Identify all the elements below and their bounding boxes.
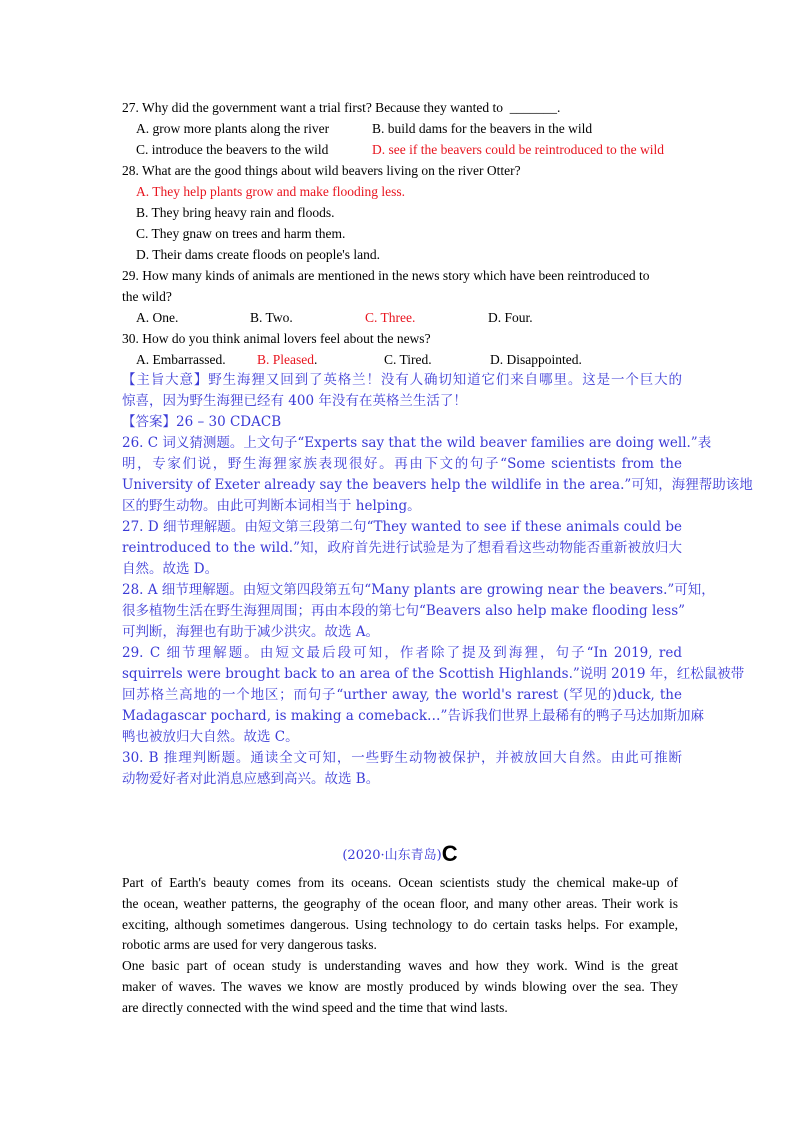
explanation-line: 区的野生动物。由此可判断本词相当于 helping。 [122,498,421,514]
explanation-line: University of Exeter already say the beavers help the wildlife in the area.”可知，海狸帮助该地 [122,477,753,493]
section-source: (2020·山东青岛) [342,848,442,863]
question-29-option-d: D. Four. [488,310,533,325]
question-28-stem: 28. What are the good things about wild beavers living on the river Otter? [122,163,521,178]
explanation-line: 【答案】26 – 30 CDACB [122,414,282,430]
explanation-line: 30. B 推理判断题。通读全文可知，一些野生动物被保护，并被放回大自然。由此可推断 [122,750,682,766]
question-30-option-a: A. Embarrassed. [136,352,226,367]
explanation-line: Madagascar pochard, is making a comeback…”告诉我们世界上最稀有的鸭子马达加斯加麻 [122,708,704,724]
explanation-line: 惊喜，因为野生海狸已经有 400 年没有在英格兰生活了！ [122,393,467,409]
question-29-stem-line2: the wild? [122,289,172,304]
question-27-option-d-answer: D. see if the beavers could be reintroduced to the wild [372,142,665,157]
explanation-line: 29. C 细节理解题。由短文最后段可知，作者除了提及到海狸，句子“In 2019, red [122,645,682,661]
passage-line: exciting, although sometimes dangerous. Using technology to do certain tasks helps. For example, [122,916,678,932]
question-27-option-c: C. introduce the beavers to the wild [136,142,329,157]
explanation-line: 【主旨大意】野生海狸又回到了英格兰！没有人确切知道它们来自哪里。这是一个巨大的 [122,372,682,388]
explanation-line: 28. A 细节理解题。由短文第四段第五句“Many plants are growing near the beavers.”可知， [122,582,715,598]
explanation-line: 很多植物生活在野生海狸周围；再由本段的第七句“Beavers also help make flooding less” [122,603,686,619]
explanation-line: 明，专家们说，野生海狸家族表现很好。再由下文的句子“Some scientists from the [122,456,682,472]
passage-line: Part of Earth's beauty comes from its oceans. Ocean scientists study the chemical make-up of [122,875,678,890]
passage-line: One basic part of ocean study is understanding waves and how they work. Wind is the great [122,958,678,973]
question-27-option-b: B. build dams for the beavers in the wild [372,121,593,136]
passage-paragraph-2 [122,956,678,1018]
question-30-option-c: C. Tired. [384,352,432,367]
question-28-option-c: C. They gnaw on trees and harm them. [136,226,346,241]
section-letter: C [441,841,458,866]
explanation-line: 可判断，海狸也有助于减少洪灾。故选 A。 [122,624,380,640]
question-30-option-d: D. Disappointed. [490,352,582,367]
question-29-option-c-answer: C. Three. [365,310,416,325]
passage-paragraph-1 [122,873,678,956]
question-28-option-d: D. Their dams create floods on people's land. [136,247,380,262]
answer-explanation [122,370,753,790]
passage-line: are directly connected with the wind speed and the time that wind lasts. [122,999,508,1015]
question-27-stem: 27. Why did the government want a trial first? Because they wanted to _______. [122,100,561,115]
question-27-option-a: A. grow more plants along the river [136,121,330,136]
question-30-stem: 30. How do you think animal lovers feel about the news? [122,331,431,346]
passage-line: robotic arms are used for very dangerous tasks. [122,937,377,953]
passage-line: maker of waves. The waves we know are mostly produced by winds blowing over the sea. They [122,978,678,994]
explanation-line: 回苏格兰高地的一个地区；而句子“urther away, the world's rarest (罕见的)duck, the [122,687,682,703]
question-29-stem-line1: 29. How many kinds of animals are mentioned in the news story which have been reintroduced to [122,268,650,283]
passage-line: the ocean, weather patterns, the geography of the ocean floor, and many other areas. Their work is [122,895,678,911]
question-30-option-b-answer: B. Pleased. [257,352,318,367]
explanation-line: reintroduced to the wild.”知，政府首先进行试验是为了想看看这些动物能否重新被放归大 [122,540,682,556]
explanation-line: 27. D 细节理解题。由短文第三段第二句“They wanted to see if these animals could be [122,519,682,535]
explanation-line: squirrels were brought back to an area of the Scottish Highlands.”说明 2019 年，红松鼠被带 [122,666,745,682]
explanation-line: 26. C 词义猜测题。上文句子“Experts say that the wild beaver families are doing well.”表 [122,435,712,451]
explanation-line: 自然。故选 D。 [122,561,219,577]
question-29-option-a: A. One. [136,310,179,325]
question-29-option-b: B. Two. [250,310,293,325]
section-heading [0,842,800,868]
explanation-line: 鸭也被放归大自然。故选 C。 [122,729,299,745]
explanation-line: 动物爱好者对此消息应感到高兴。故选 B。 [122,771,380,787]
question-28-option-a-answer: A. They help plants grow and make flooding less. [136,184,405,199]
question-28-option-b: B. They bring heavy rain and floods. [136,205,335,220]
